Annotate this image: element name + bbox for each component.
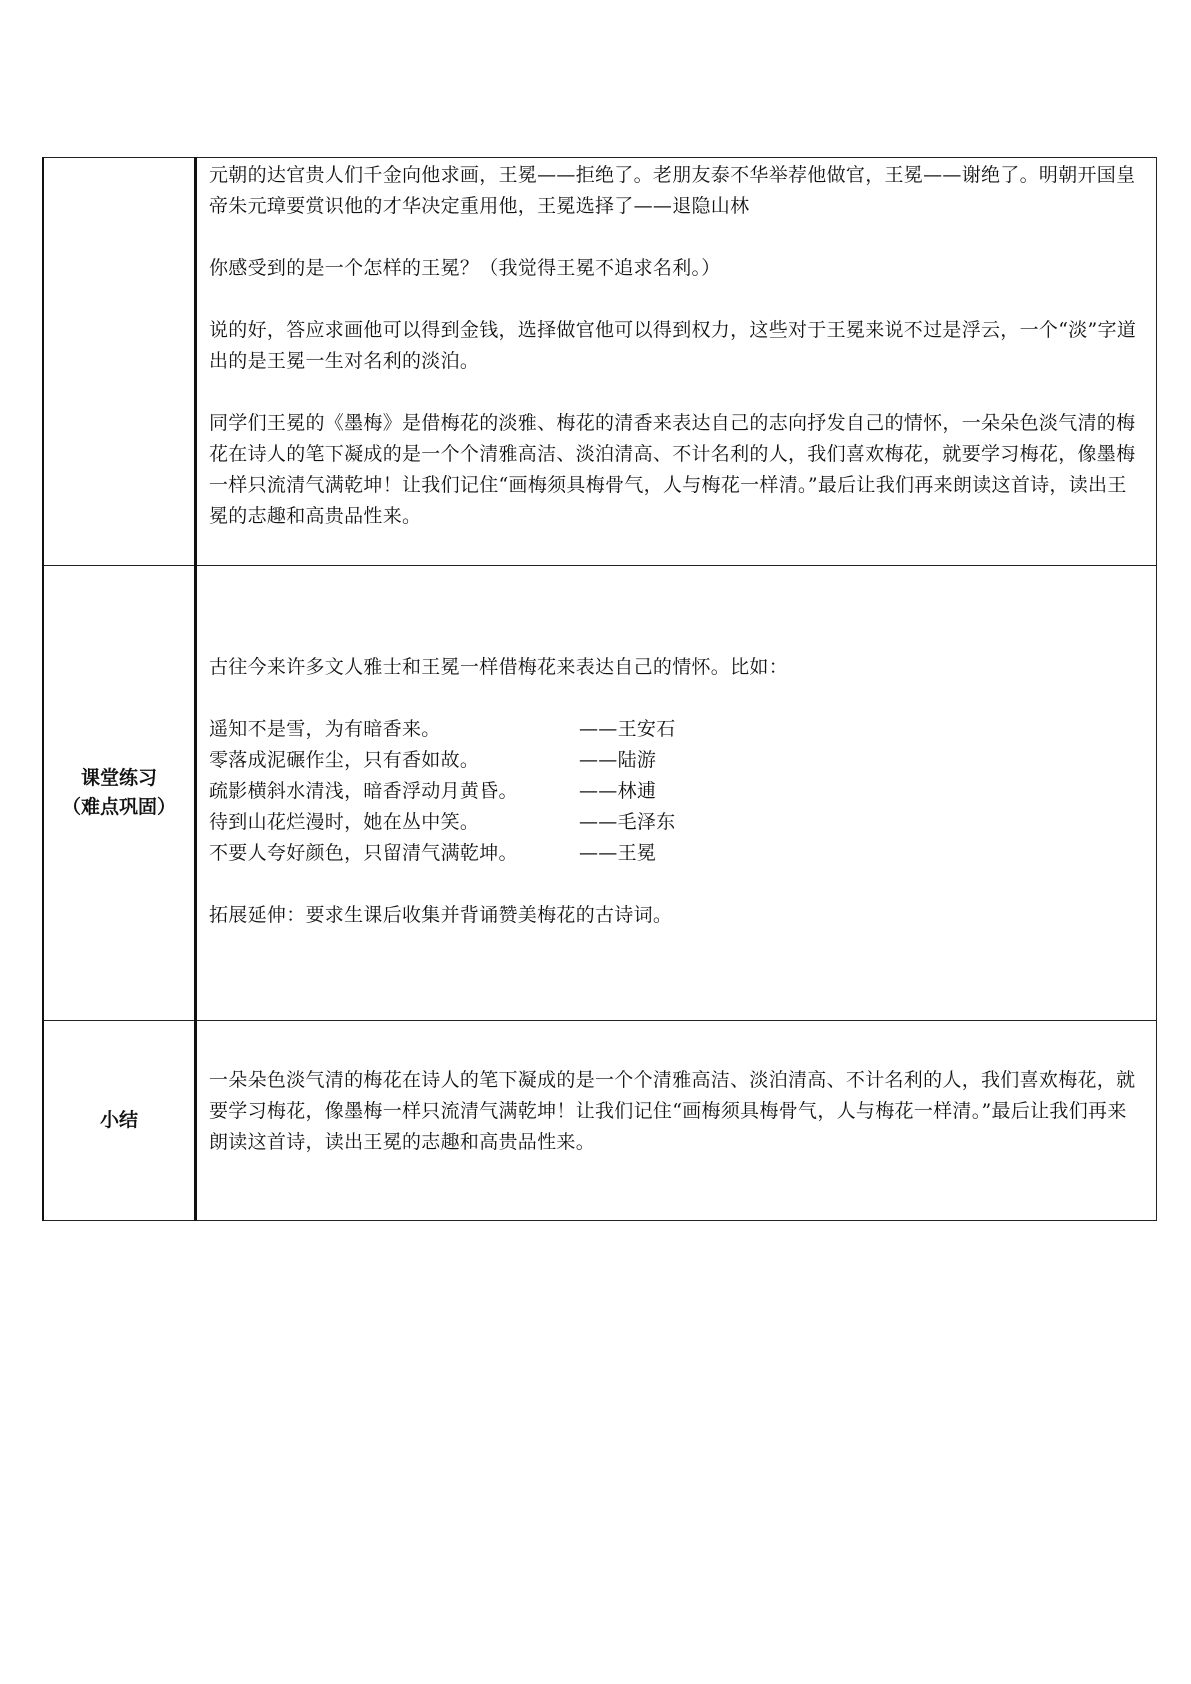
row-label-summary: 小结 — [99, 1109, 138, 1131]
poem-line — [209, 776, 1140, 807]
poem-text: 疏影横斜水清浅，暗香浮动月黄昏。 — [209, 780, 518, 802]
poem-line — [209, 745, 1140, 776]
row-label-cell — [43, 1021, 196, 1221]
poem-line — [209, 838, 1140, 869]
poem-text: 待到山花烂漫时，她在丛中笑。 — [209, 811, 480, 833]
table-row — [43, 1021, 1157, 1221]
row-label-cell — [43, 158, 196, 566]
intro-text: 古往今来许多文人雅士和王冕一样借梅花来表达自己的情怀。比如： — [209, 656, 789, 678]
table-row — [43, 158, 1157, 566]
row-content-cell — [196, 566, 1157, 1021]
lesson-plan-table — [42, 157, 1157, 1221]
poem-author: ——王冕 — [579, 842, 657, 864]
row-content-cell — [196, 158, 1157, 566]
poem-author: ——王安石 — [579, 718, 676, 740]
row-label-practice-sub: （难点巩固） — [61, 796, 176, 818]
extension-text: 拓展延伸：要求生课后收集并背诵赞美梅花的古诗词。 — [209, 904, 673, 926]
poem-text: 遥知不是雪，为有暗香来。 — [209, 718, 441, 740]
row-label-cell — [43, 566, 196, 1021]
poem-author: ——陆游 — [579, 749, 657, 771]
poem-text: 不要人夸好颜色，只留清气满乾坤。 — [209, 842, 518, 864]
poem-line — [209, 807, 1140, 838]
poem-author: ——毛泽东 — [579, 811, 676, 833]
poem-author: ——林逋 — [579, 780, 657, 802]
row-content-cell — [196, 1021, 1157, 1221]
paragraph: 同学们王冕的《墨梅》是借梅花的淡雅、梅花的清香来表达自己的志向抒发自己的情怀，一朵朵色淡气清的梅花在诗人的笔下凝成的是一个个清雅高洁、淡泊清高、不计名利的人，我们喜欢梅花，就要学习梅花，像墨梅一样只流清气满乾坤！让我们记住“画梅须具梅骨气，人与梅花一样清。”最后让我们再来朗读这首诗，读出王冕的志趣和高贵品性来。 — [209, 412, 1136, 527]
poem-list — [209, 714, 1140, 869]
table-row — [43, 566, 1157, 1021]
summary-paragraph: 一朵朵色淡气清的梅花在诗人的笔下凝成的是一个个清雅高洁、淡泊清高、不计名利的人，我们喜欢梅花，就要学习梅花，像墨梅一样只流清气满乾坤！让我们记住“画梅须具梅骨气，人与梅花一样清。”最后让我们再来朗读这首诗，读出王冕的志趣和高贵品性来。 — [209, 1069, 1136, 1153]
poem-text: 零落成泥碾作尘，只有香如故。 — [209, 749, 480, 771]
poem-line — [209, 714, 1140, 745]
row-label-practice: 课堂练习 — [80, 767, 157, 789]
paragraph: 元朝的达官贵人们千金向他求画，王冕——拒绝了。老朋友泰不华举荐他做官，王冕——谢绝了。明朝开国皇帝朱元璋要赏识他的才华决定重用他，王冕选择了——退隐山林 — [209, 164, 1136, 217]
paragraph: 说的好，答应求画他可以得到金钱，选择做官他可以得到权力，这些对于王冕来说不过是浮云，一个“淡”字道出的是王冕一生对名利的淡泊。 — [209, 319, 1137, 372]
paragraph: 你感受到的是一个怎样的王冕？（我觉得王冕不追求名利。） — [209, 257, 721, 279]
